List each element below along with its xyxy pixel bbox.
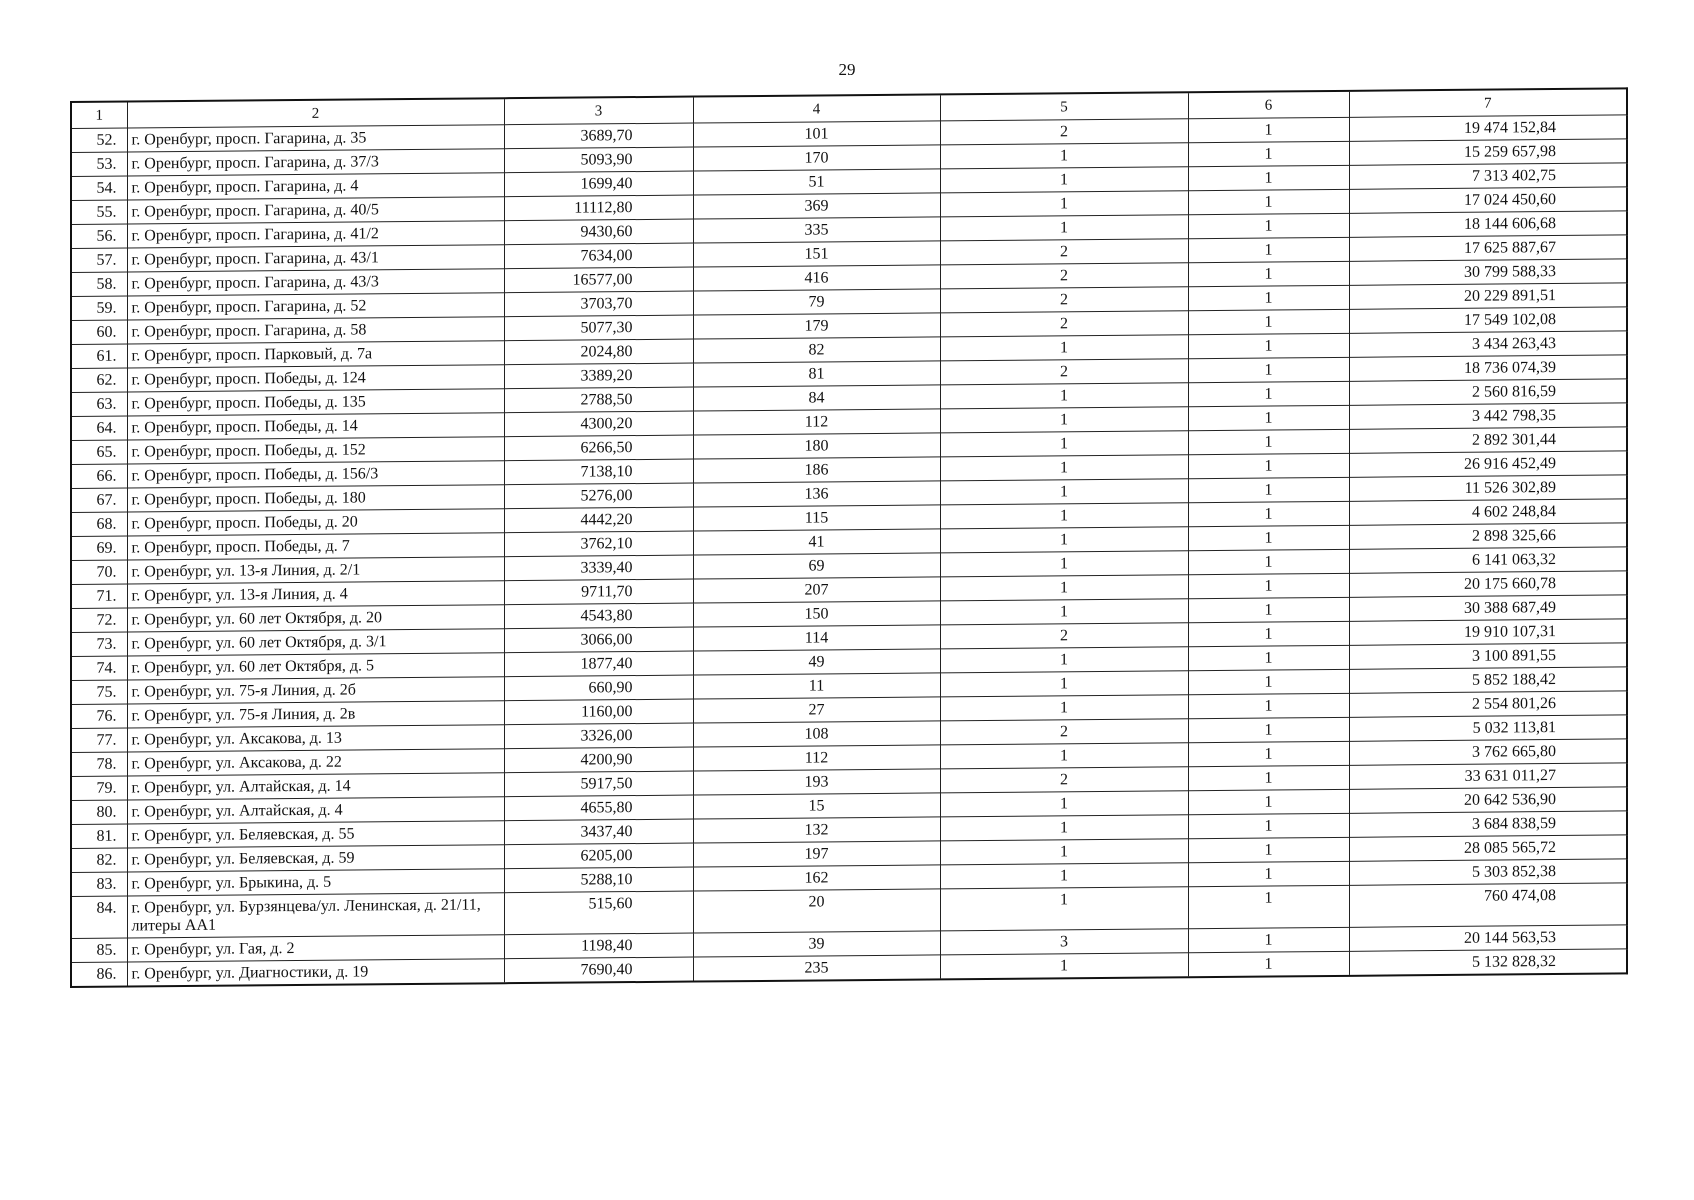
residents-cell: 81 [693,361,940,387]
count-cell: 1 [940,575,1188,601]
amount-cell: 17 549 102,08 [1349,307,1627,333]
count-cell: 1 [1188,525,1349,550]
row-number-cell: 71. [71,584,127,608]
count-cell: 1 [1188,573,1349,598]
count-cell: 1 [940,647,1188,673]
area-cell: 1877,40 [504,651,693,677]
address-cell: г. Оренбург, ул. Брыкина, д. 5 [127,869,504,896]
residents-cell: 112 [693,409,940,435]
area-cell: 3326,00 [504,723,693,749]
amount-cell: 11 526 302,89 [1349,475,1627,501]
count-cell: 1 [1188,927,1349,952]
residents-cell: 15 [693,793,940,819]
residents-cell: 416 [693,265,940,291]
residents-cell: 170 [693,145,940,171]
row-number-cell: 78. [71,752,127,776]
column-header: 3 [504,97,693,125]
housing-register-table [70,87,1628,988]
count-cell: 1 [940,503,1188,529]
amount-cell: 26 916 452,49 [1349,451,1627,477]
row-number-cell: 62. [71,368,127,392]
row-number-cell: 53. [71,152,127,176]
count-cell: 1 [1188,429,1349,454]
count-cell: 1 [940,953,1188,980]
count-cell: 1 [1188,213,1349,238]
residents-cell: 114 [693,625,940,651]
address-cell: г. Оренбург, ул. Диагностики, д. 19 [127,959,504,987]
row-number-cell: 72. [71,608,127,632]
amount-cell: 7 313 402,75 [1349,163,1627,189]
amount-cell: 15 259 657,98 [1349,139,1627,165]
area-cell: 5077,30 [504,315,693,341]
address-cell: г. Оренбург, ул. 75-я Линия, д. 2б [127,677,504,704]
area-cell: 5276,00 [504,483,693,509]
residents-cell: 49 [693,649,940,675]
count-cell: 1 [940,551,1188,577]
row-number-cell: 84. [71,896,127,938]
row-number-cell: 82. [71,848,127,872]
area-cell: 3437,40 [504,819,693,845]
count-cell: 1 [940,599,1188,625]
address-cell: г. Оренбург, ул. 60 лет Октября, д. 3/1 [127,629,504,656]
address-cell: г. Оренбург, ул. Беляевская, д. 59 [127,845,504,872]
amount-cell: 33 631 011,27 [1349,763,1627,789]
area-cell: 3689,70 [504,123,693,149]
address-cell: г. Оренбург, просп. Гагарина, д. 43/3 [127,269,504,296]
address-cell: г. Оренбург, просп. Парковый, д. 7а [127,341,504,368]
area-cell: 7634,00 [504,243,693,269]
residents-cell: 193 [693,769,940,795]
count-cell: 1 [1188,501,1349,526]
count-cell: 1 [1188,165,1349,190]
row-number-cell: 69. [71,536,127,560]
row-number-cell: 73. [71,632,127,656]
area-cell: 2788,50 [504,387,693,413]
count-cell: 2 [940,767,1188,793]
address-cell: г. Оренбург, ул. Гая, д. 2 [127,935,504,962]
amount-cell: 3 434 263,43 [1349,331,1627,357]
count-cell: 1 [940,815,1188,841]
row-number-cell: 58. [71,272,127,296]
count-cell: 1 [940,527,1188,553]
address-cell: г. Оренбург, ул. 60 лет Октября, д. 5 [127,653,504,680]
count-cell: 1 [1188,309,1349,334]
count-cell: 1 [940,671,1188,697]
page-number: 29 [838,60,856,79]
residents-cell: 41 [693,529,940,555]
area-cell: 3389,20 [504,363,693,389]
row-number-cell: 80. [71,800,127,824]
address-cell: г. Оренбург, просп. Победы, д. 124 [127,365,504,392]
area-cell: 4655,80 [504,795,693,821]
row-number-cell: 68. [71,512,127,536]
row-number-cell: 86. [71,962,127,987]
amount-cell: 4 602 248,84 [1349,499,1627,525]
count-cell: 1 [1188,861,1349,886]
amount-cell: 17 024 450,60 [1349,187,1627,213]
amount-cell: 20 175 660,78 [1349,571,1627,597]
address-cell: г. Оренбург, просп. Гагарина, д. 4 [127,173,504,200]
amount-cell: 3 442 798,35 [1349,403,1627,429]
area-cell: 660,90 [504,675,693,701]
count-cell: 3 [940,929,1188,955]
area-cell: 5093,90 [504,147,693,173]
count-cell: 1 [1188,951,1349,977]
area-cell: 515,60 [504,891,693,935]
area-cell: 5288,10 [504,867,693,893]
area-cell: 7138,10 [504,459,693,485]
address-cell: г. Оренбург, ул. Алтайская, д. 4 [127,797,504,824]
address-cell: г. Оренбург, ул. Бурзянцева/ул. Ленинская, д. 21/11, литеры АА1 [127,893,504,938]
area-cell: 16577,00 [504,267,693,293]
address-cell: г. Оренбург, просп. Победы, д. 14 [127,413,504,440]
area-cell: 7690,40 [504,957,693,983]
amount-cell: 5 132 828,32 [1349,949,1627,976]
row-number-cell: 66. [71,464,127,488]
count-cell: 1 [1188,717,1349,742]
count-cell: 1 [1188,285,1349,310]
count-cell: 1 [1188,477,1349,502]
row-number-cell: 76. [71,704,127,728]
residents-cell: 235 [693,955,940,982]
residents-cell: 136 [693,481,940,507]
count-cell: 1 [940,143,1188,169]
amount-cell: 5 852 188,42 [1349,667,1627,693]
area-cell: 2024,80 [504,339,693,365]
residents-cell: 27 [693,697,940,723]
row-number-cell: 52. [71,128,127,152]
row-number-cell: 85. [71,938,127,962]
count-cell: 1 [1188,645,1349,670]
count-cell: 1 [1188,261,1349,286]
row-number-cell: 60. [71,320,127,344]
residents-cell: 180 [693,433,940,459]
address-cell: г. Оренбург, просп. Гагарина, д. 43/1 [127,245,504,272]
address-cell: г. Оренбург, ул. 13-я Линия, д. 2/1 [127,557,504,584]
row-number-cell: 59. [71,296,127,320]
amount-cell: 18 736 074,39 [1349,355,1627,381]
count-cell: 2 [940,311,1188,337]
residents-cell: 101 [693,121,940,147]
address-cell: г. Оренбург, просп. Гагарина, д. 37/3 [127,149,504,176]
count-cell: 2 [940,119,1188,145]
count-cell: 1 [940,167,1188,193]
area-cell: 4543,80 [504,603,693,629]
area-cell: 3762,10 [504,531,693,557]
area-cell: 3066,00 [504,627,693,653]
count-cell: 2 [940,263,1188,289]
amount-cell: 3 684 838,59 [1349,811,1627,837]
address-cell: г. Оренбург, ул. Аксакова, д. 22 [127,749,504,776]
count-cell: 1 [940,383,1188,409]
area-cell: 9430,60 [504,219,693,245]
count-cell: 1 [1188,765,1349,790]
area-cell: 1160,00 [504,699,693,725]
column-header: 7 [1349,88,1627,117]
area-cell: 1198,40 [504,933,693,959]
amount-cell: 30 388 687,49 [1349,595,1627,621]
count-cell: 1 [940,431,1188,457]
residents-cell: 69 [693,553,940,579]
row-number-cell: 75. [71,680,127,704]
row-number-cell: 74. [71,656,127,680]
area-cell: 1699,40 [504,171,693,197]
count-cell: 1 [940,695,1188,721]
address-cell: г. Оренбург, просп. Гагарина, д. 41/2 [127,221,504,248]
column-header: 5 [940,92,1188,121]
residents-cell: 335 [693,217,940,243]
residents-cell: 51 [693,169,940,195]
residents-cell: 207 [693,577,940,603]
row-number-cell: 79. [71,776,127,800]
amount-cell: 760 474,08 [1349,883,1627,927]
address-cell: г. Оренбург, просп. Победы, д. 7 [127,533,504,560]
address-cell: г. Оренбург, просп. Победы, д. 20 [127,509,504,536]
count-cell: 1 [1188,813,1349,838]
residents-cell: 132 [693,817,940,843]
count-cell: 2 [940,719,1188,745]
amount-cell: 5 032 113,81 [1349,715,1627,741]
count-cell: 2 [940,239,1188,265]
area-cell: 4200,90 [504,747,693,773]
residents-cell: 11 [693,673,940,699]
count-cell: 1 [940,215,1188,241]
address-cell: г. Оренбург, ул. Аксакова, д. 13 [127,725,504,752]
residents-cell: 82 [693,337,940,363]
count-cell: 1 [1188,141,1349,166]
count-cell: 1 [940,407,1188,433]
area-cell: 4300,20 [504,411,693,437]
count-cell: 1 [1188,669,1349,694]
address-cell: г. Оренбург, просп. Победы, д. 152 [127,437,504,464]
column-header: 6 [1188,91,1349,119]
count-cell: 1 [1188,741,1349,766]
amount-cell: 19 474 152,84 [1349,115,1627,141]
amount-cell: 20 229 891,51 [1349,283,1627,309]
count-cell: 1 [940,743,1188,769]
count-cell: 1 [1188,357,1349,382]
area-cell: 11112,80 [504,195,693,221]
count-cell: 1 [1188,405,1349,430]
address-cell: г. Оренбург, ул. Алтайская, д. 14 [127,773,504,800]
area-cell: 6266,50 [504,435,693,461]
address-cell: г. Оренбург, ул. 75-я Линия, д. 2в [127,701,504,728]
count-cell: 1 [940,887,1188,931]
row-number-cell: 81. [71,824,127,848]
amount-cell: 2 554 801,26 [1349,691,1627,717]
area-cell: 9711,70 [504,579,693,605]
address-cell: г. Оренбург, просп. Победы, д. 180 [127,485,504,512]
count-cell: 1 [1188,837,1349,862]
count-cell: 2 [940,359,1188,385]
residents-cell: 197 [693,841,940,867]
residents-cell: 179 [693,313,940,339]
amount-cell: 28 085 565,72 [1349,835,1627,861]
area-cell: 3703,70 [504,291,693,317]
row-number-cell: 67. [71,488,127,512]
count-cell: 1 [1188,453,1349,478]
row-number-cell: 70. [71,560,127,584]
amount-cell: 20 642 536,90 [1349,787,1627,813]
address-cell: г. Оренбург, просп. Гагарина, д. 40/5 [127,197,504,224]
residents-cell: 39 [693,931,940,957]
address-cell: г. Оренбург, просп. Победы, д. 135 [127,389,504,416]
count-cell: 1 [1188,549,1349,574]
address-cell: г. Оренбург, ул. 60 лет Октября, д. 20 [127,605,504,632]
count-cell: 1 [1188,333,1349,358]
row-number-cell: 63. [71,392,127,416]
address-cell: г. Оренбург, просп. Победы, д. 156/3 [127,461,504,488]
column-header: 1 [71,102,127,129]
address-cell: г. Оренбург, ул. Беляевская, д. 55 [127,821,504,848]
amount-cell: 19 910 107,31 [1349,619,1627,645]
amount-cell: 2 560 816,59 [1349,379,1627,405]
count-cell: 1 [1188,237,1349,262]
residents-cell: 112 [693,745,940,771]
area-cell: 5917,50 [504,771,693,797]
amount-cell: 3 100 891,55 [1349,643,1627,669]
address-cell: г. Оренбург, просп. Гагарина, д. 58 [127,317,504,344]
residents-cell: 150 [693,601,940,627]
count-cell: 1 [940,335,1188,361]
row-number-cell: 83. [71,872,127,896]
amount-cell: 3 762 665,80 [1349,739,1627,765]
address-cell: г. Оренбург, просп. Гагарина, д. 52 [127,293,504,320]
count-cell: 1 [940,455,1188,481]
count-cell: 1 [940,863,1188,889]
area-cell: 4442,20 [504,507,693,533]
column-header: 4 [693,94,940,123]
amount-cell: 6 141 063,32 [1349,547,1627,573]
residents-cell: 84 [693,385,940,411]
area-cell: 3339,40 [504,555,693,581]
amount-cell: 2 898 325,66 [1349,523,1627,549]
count-cell: 1 [1188,621,1349,646]
count-cell: 1 [940,791,1188,817]
count-cell: 1 [1188,597,1349,622]
amount-cell: 5 303 852,38 [1349,859,1627,885]
residents-cell: 162 [693,865,940,891]
area-cell: 6205,00 [504,843,693,869]
residents-cell: 20 [693,889,940,933]
count-cell: 1 [1188,117,1349,142]
row-number-cell: 54. [71,176,127,200]
row-number-cell: 61. [71,344,127,368]
row-number-cell: 56. [71,224,127,248]
amount-cell: 30 799 588,33 [1349,259,1627,285]
amount-cell: 20 144 563,53 [1349,925,1627,951]
amount-cell: 2 892 301,44 [1349,427,1627,453]
row-number-cell: 57. [71,248,127,272]
count-cell: 1 [940,479,1188,505]
residents-cell: 151 [693,241,940,267]
residents-cell: 186 [693,457,940,483]
address-cell: г. Оренбург, просп. Гагарина, д. 35 [127,125,504,152]
row-number-cell: 55. [71,200,127,224]
count-cell: 2 [940,287,1188,313]
residents-cell: 79 [693,289,940,315]
count-cell: 2 [940,623,1188,649]
count-cell: 1 [1188,381,1349,406]
count-cell: 1 [940,839,1188,865]
count-cell: 1 [1188,885,1349,928]
count-cell: 1 [1188,789,1349,814]
row-number-cell: 77. [71,728,127,752]
column-header: 2 [127,98,504,128]
count-cell: 1 [940,191,1188,217]
row-number-cell: 64. [71,416,127,440]
address-cell: г. Оренбург, ул. 13-я Линия, д. 4 [127,581,504,608]
count-cell: 1 [1188,693,1349,718]
residents-cell: 369 [693,193,940,219]
count-cell: 1 [1188,189,1349,214]
residents-cell: 108 [693,721,940,747]
amount-cell: 17 625 887,67 [1349,235,1627,261]
row-number-cell: 65. [71,440,127,464]
residents-cell: 115 [693,505,940,531]
amount-cell: 18 144 606,68 [1349,211,1627,237]
